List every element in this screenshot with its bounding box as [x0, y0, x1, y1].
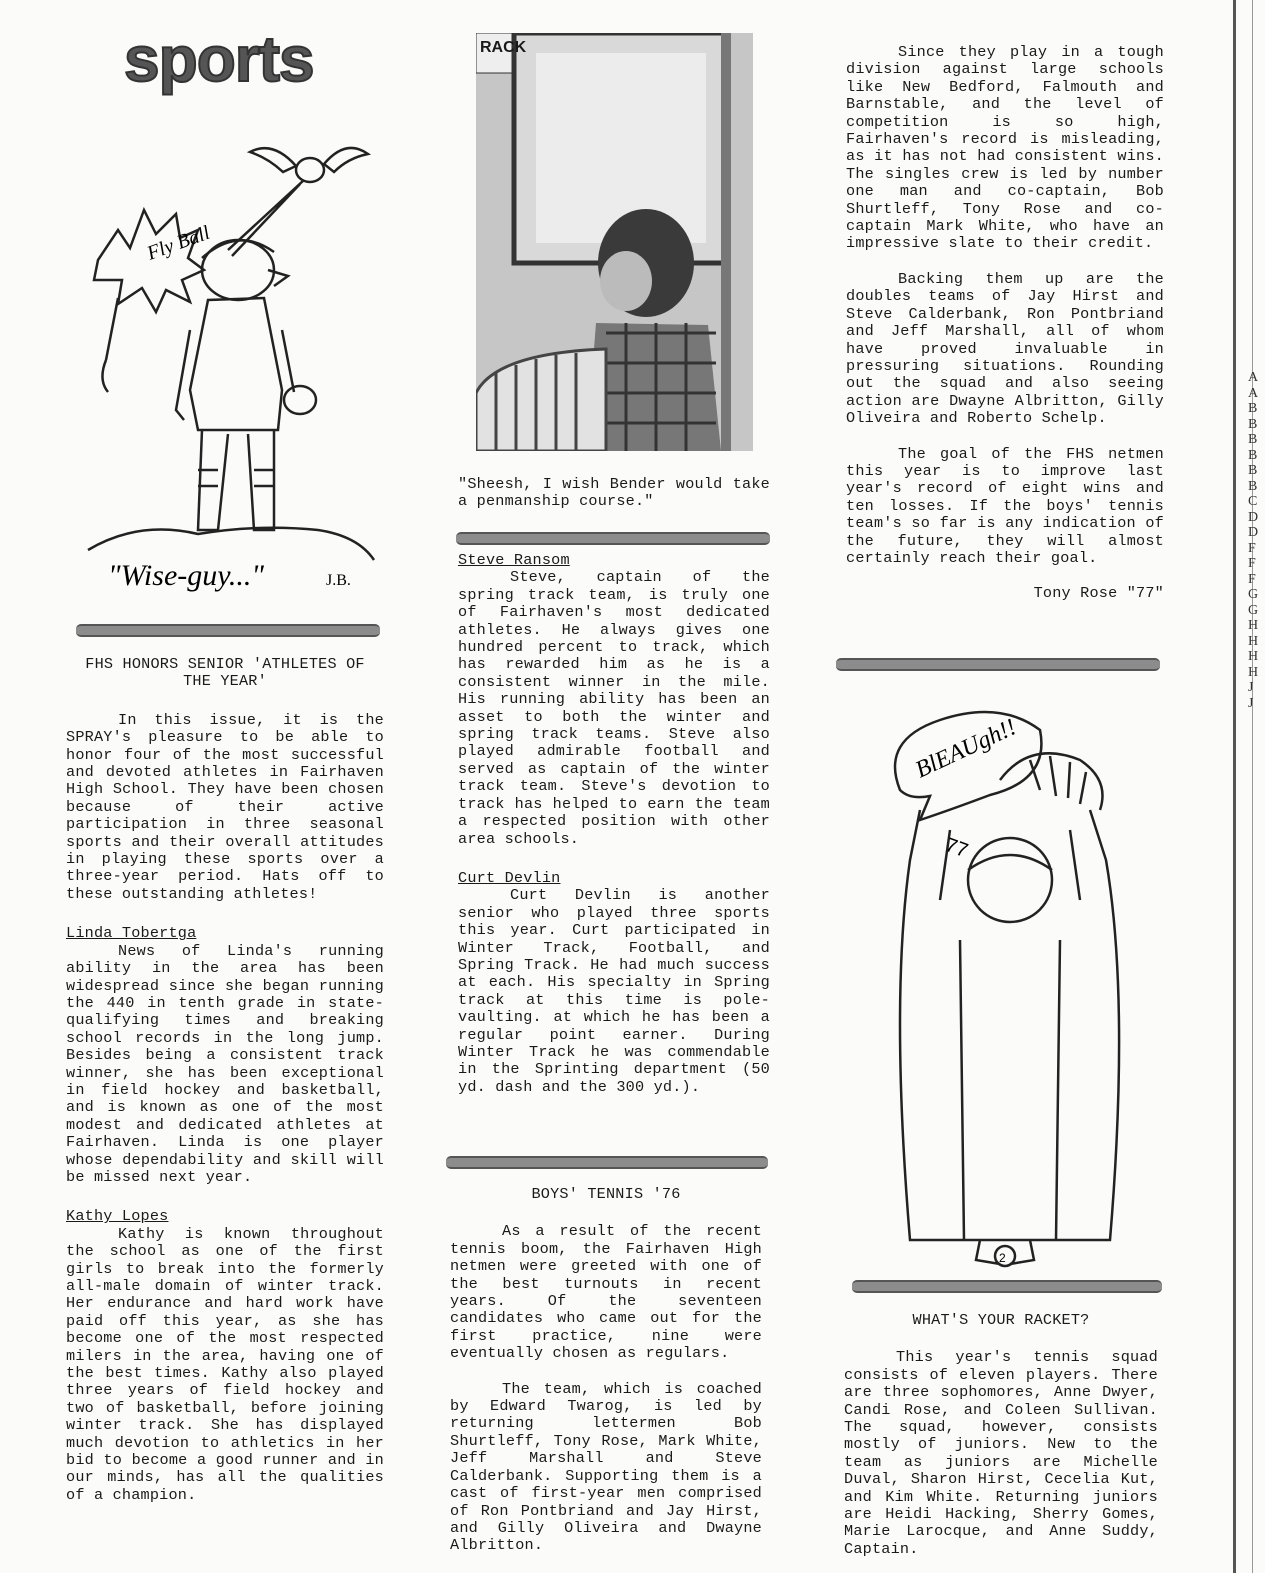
edge-letter: B: [1248, 401, 1258, 416]
edge-letter: D: [1248, 509, 1259, 525]
edge-letter: F: [1248, 571, 1256, 587]
divider-bar: [836, 658, 1160, 671]
edge-letter: J: [1248, 695, 1254, 711]
boys-tennis-p2: The team, which is coached by Edward Twarog, is led by returning lettermen Bob Shurtleff, Tony Rose, Mark White, Jeff Marshall and Steve Calderbank. Supporting them is a cast of first-year men comprised of Ron Pontbriand and Jay Hirst, and Gilly Oliveira and Dwayne Albritton.: [450, 1379, 762, 1555]
athletes-headline: FHS HONORS SENIOR 'ATHLETES OF THE YEAR': [85, 655, 365, 691]
divider-bar: [76, 624, 380, 637]
cartoon-badge-number: 2: [999, 1251, 1006, 1265]
page-edge-inner: [1252, 0, 1253, 1573]
photo-caption: "Sheesh, I wish Bender would take a penmanship course.": [458, 475, 770, 511]
column-2-tennis: [450, 1186, 762, 1555]
edge-letter: H: [1248, 649, 1259, 664]
athlete-name-linda: Linda Tobertga: [66, 924, 197, 943]
bleaugh-bubble: BlEAUgh!!: [911, 714, 1021, 784]
edge-letter: B: [1248, 478, 1258, 494]
section-title: sports: [124, 23, 314, 95]
column-1: [66, 656, 384, 1504]
athlete-text-linda: News of Linda's running ability in the area has been widespread since she began running the 440 in tenth grade in state-qualifying times and breaking school records in the long jump. Besides being a consistent track winner, she has been exceptional in field hockey and basketball, and is known as one of the most modest and dedicated athletes at Fairhaven. Linda is one player whose dependability and skill will be missed next year.: [66, 941, 384, 1186]
edge-letter: G: [1248, 587, 1259, 602]
racket-headline: WHAT'S YOUR RACKET?: [912, 1311, 1090, 1329]
bleaugh-cartoon: [880, 700, 1150, 1280]
athlete-text-steve: Steve, captain of the spring track team, is truly one of Fairhaven's most dedicated athletes. He always gives one hundred percent to track, which has rewarded him as he is a consistent winner in the mile. His running ability has been an asset to both the winter and spring track teams. Steve also played admirable football and served as captain of the winter track team. Steve's devotion to track has helped to earn the team a respected position with other area schools.: [458, 568, 770, 848]
edge-letter: C: [1248, 494, 1258, 509]
boys-tennis-p4: Backing them up are the doubles teams of Jay Hirst and Steve Calderbank, Ron Pontbriand and Jeff Marshall, all of whom have proved invaluable in pressuring situations. Rounding out the squad and also seeing action are Dwayne Albritton, Gilly Oliveira and Roberto Schelp.: [846, 269, 1164, 428]
column-2: [452, 476, 770, 511]
cartoon-caption: "Wise-guy...": [108, 559, 265, 592]
flyball-cartoon: [78, 130, 378, 600]
boys-tennis-p3: Since they play in a tough division against large schools like New Bedford, Falmouth and Barnstable, and the level of competition is so high, Fairhaven's record is misleading, as it has not had consistent wins. The singles crew is led by number one man and co-captain, Bob Shurtleff, Tony Rose and co-captain Mark White, who have an impressive slate to their credit.: [846, 43, 1164, 253]
athlete-name-curt: Curt Devlin: [458, 868, 561, 887]
edge-letter: G: [1248, 602, 1259, 618]
adjacent-page-letters: [1248, 370, 1258, 711]
racket-p1: This year's tennis squad consists of eleven players. There are three sophomores, Anne Dwyer, Candi Rose, and Coleen Sullivan. The squad, however, consists mostly of juniors. New to the team as juniors are Michelle Duval, Sharon Hirst, Cecelia Kut, and Kim White. Returning juniors are Heidi Hacking, Sherry Gomes, Marie Larocque, and Anne Suddy, Captain.: [844, 1348, 1158, 1558]
divider-bar: [446, 1156, 768, 1169]
athlete-name-kathy: Kathy Lopes: [66, 1207, 169, 1226]
edge-letter: D: [1248, 525, 1259, 540]
athlete-name-steve: Steve Ransom: [458, 551, 570, 569]
athletes-intro: In this issue, it is the SPRAY's pleasure to be able to honor four of the most successful and devoted athletes in Fairhaven High School. They have been chosen because of their active participation in three seasonal sports and their overall attitudes in playing these sports over a three-year period. Hats off to these outstanding athletes!: [66, 710, 384, 903]
edge-letter: F: [1248, 540, 1256, 556]
edge-letter: H: [1248, 664, 1259, 680]
shirt-number: 77: [942, 834, 971, 863]
athlete-text-curt: Curt Devlin is another senior who played three sports this year. Curt participated in Winter Track, Football, and Spring Track. He had much success at each. His specialty in Spring track at this time is pole-vaulting. at which he has been a regular point earner. During Winter Track he was commendable in the Sprinting department (50 yd. dash and the 300 yd.).: [458, 886, 770, 1096]
edge-letter: A: [1248, 385, 1259, 401]
edge-letter: H: [1248, 633, 1259, 649]
artist-initials: J.B.: [326, 572, 351, 589]
column-3-tennis: [846, 44, 1164, 603]
page-edge: [1233, 0, 1236, 1573]
edge-letter: J: [1248, 680, 1254, 695]
edge-letter: A: [1248, 370, 1259, 385]
window-photo: [476, 33, 753, 451]
column-2-athletes: [458, 552, 770, 1096]
divider-bar: [852, 1280, 1162, 1293]
flyball-sign-text: Fly Ball: [144, 221, 213, 265]
athlete-text-kathy: Kathy is known throughout the school as one of the first girls to break into the formerly all-male domain of winter track. Her endurance and hard work have paid off this year, as she has become one of the most respected milers in the area, having one of the best times. Kathy also played three years of field hockey and two of basketball, before joining winter track. She has displayed much devotion to athletics in her bid to become a good runner and in our minds, has all the qualities of a champion.: [66, 1224, 384, 1504]
photo-sign: RACK: [480, 39, 527, 56]
edge-letter: F: [1248, 556, 1256, 571]
boys-tennis-byline: Tony Rose "77": [1033, 584, 1164, 603]
edge-letter: B: [1248, 416, 1258, 432]
edge-letter: B: [1248, 463, 1258, 478]
edge-letter: B: [1248, 447, 1258, 463]
boys-tennis-p1: As a result of the recent tennis boom, the Fairhaven High netmen were greeted with one of the best turnouts in recent years. Of the seventeen candidates who came out for the first practice, nine were eventually chosen as regulars.: [450, 1222, 762, 1363]
boys-tennis-headline: BOYS' TENNIS '76: [531, 1185, 681, 1203]
boys-tennis-p5: The goal of the FHS netmen this year is to improve last year's record of eight wins and ten losses. If the boys' tennis team's so far is any indication of the future, they will almost certainly reach their goal.: [846, 444, 1164, 567]
edge-letter: B: [1248, 432, 1258, 447]
column-3-racket: [844, 1312, 1158, 1558]
edge-letter: H: [1248, 618, 1259, 633]
divider-bar: [456, 532, 770, 545]
